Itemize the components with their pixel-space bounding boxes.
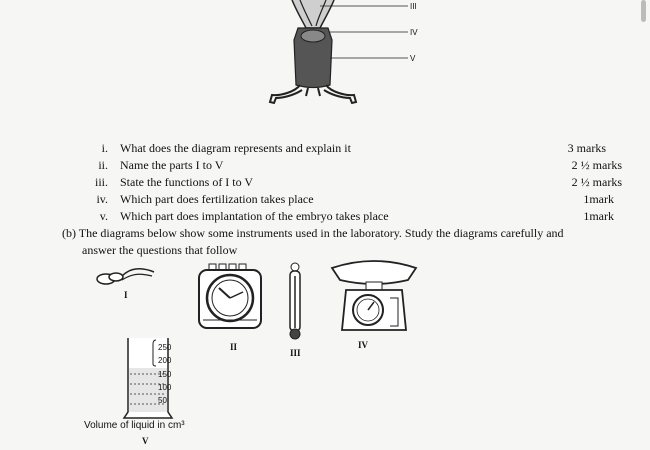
question-4-marks: 1mark <box>583 192 614 206</box>
reproductive-system-diagram <box>250 0 450 110</box>
part-b-intro: (b) The diagrams below show some instruments used in the laboratory. Study the diagrams carefully and <box>62 226 564 240</box>
cylinder-tick-200: 200 <box>158 356 172 365</box>
label-v: V <box>410 54 416 63</box>
cylinder-tick-100: 100 <box>158 383 172 392</box>
question-2-number: ii. <box>98 158 108 172</box>
part-b-intro-cont: answer the questions that follow <box>82 243 238 257</box>
question-3-number: iii. <box>94 175 108 189</box>
instrument-iii-thermometer <box>284 262 306 342</box>
instrument-i-drawing <box>92 262 162 292</box>
instrument-iv-label: IV <box>358 340 369 350</box>
question-2-marks: 2 ½ marks <box>571 158 622 172</box>
label-iv: IV <box>410 28 418 37</box>
question-1-number: i. <box>101 141 108 155</box>
scrollbar[interactable] <box>641 0 646 22</box>
cylinder-tick-50: 50 <box>158 396 167 405</box>
question-1-marks: 3 marks <box>567 141 606 155</box>
question-3-text: State the functions of I to V <box>120 175 254 189</box>
question-5-marks: 1mark <box>583 209 614 223</box>
question-3-marks: 2 ½ marks <box>571 175 622 189</box>
question-5-text: Which part does implantation of the embryo takes place <box>120 209 389 223</box>
question-4-text: Which part does fertilization takes place <box>120 192 314 206</box>
label-iii: III <box>410 2 417 11</box>
instrument-iii-label: III <box>290 348 301 358</box>
cylinder-tick-150: 150 <box>158 370 172 379</box>
instrument-v-label: V <box>142 436 149 446</box>
cylinder-caption: Volume of liquid in cm³ <box>84 420 185 431</box>
question-4-number: iv. <box>96 192 108 206</box>
instrument-i-label: I <box>124 290 128 300</box>
question-5-number: v. <box>99 209 108 223</box>
question-1-text: What does the diagram represents and explain it <box>120 141 351 155</box>
question-2-text: Name the parts I to V <box>120 158 224 172</box>
cylinder-tick-250: 250 <box>158 343 172 352</box>
instrument-ii-clock <box>195 262 265 332</box>
instrument-ii-label: II <box>230 342 238 352</box>
instrument-iv-scale <box>328 258 420 338</box>
